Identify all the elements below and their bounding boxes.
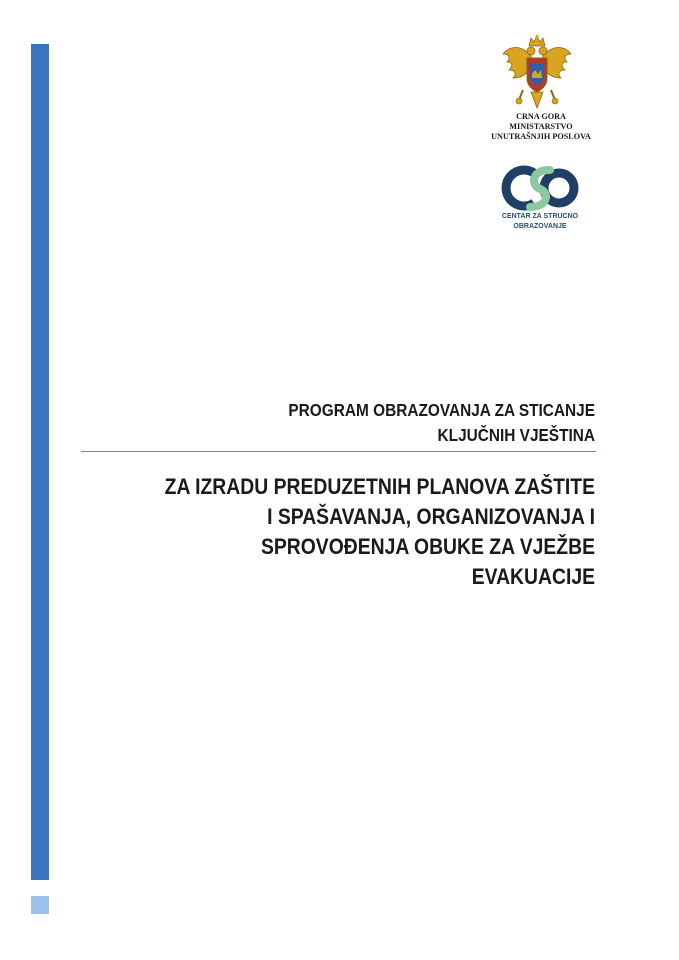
cso-caption — [480, 212, 600, 229]
cso-line-2: OBRAZOVANJE — [513, 223, 567, 229]
program-line-1: PROGRAM OBRAZOVANJA ZA STICANJE — [288, 400, 595, 420]
title-line-2: I SPAŠAVANJA, ORGANIZOVANJA I — [267, 504, 595, 529]
cso-line-1: CENTAR ZA STRUČNO — [501, 213, 579, 220]
ministry-line-country: CRNA GORA — [516, 112, 566, 121]
cso-logo-icon — [496, 163, 584, 213]
ministry-line-name: UNUTRAŠNJIH POSLOVA — [491, 132, 591, 141]
title-line-1: ZA IZRADU PREDUZETNIH PLANOVA ZAŠTITE — [164, 474, 595, 499]
ministry-caption — [455, 112, 627, 142]
ministry-line-ministry: MINISTARSTVO — [509, 122, 573, 131]
divider-rule — [81, 451, 596, 452]
sidebar-square — [31, 896, 49, 914]
coat-of-arms-icon — [501, 34, 573, 112]
title-line-4: EVAKUACIJE — [471, 564, 595, 589]
program-line-2: KLJUČNIH VJEŠTINA — [437, 425, 595, 445]
document-title — [79, 472, 595, 592]
sidebar-stripe — [31, 44, 49, 880]
title-line-3: SPROVOĐENJA OBUKE ZA VJEŽBE — [260, 534, 595, 559]
program-heading — [173, 398, 595, 448]
